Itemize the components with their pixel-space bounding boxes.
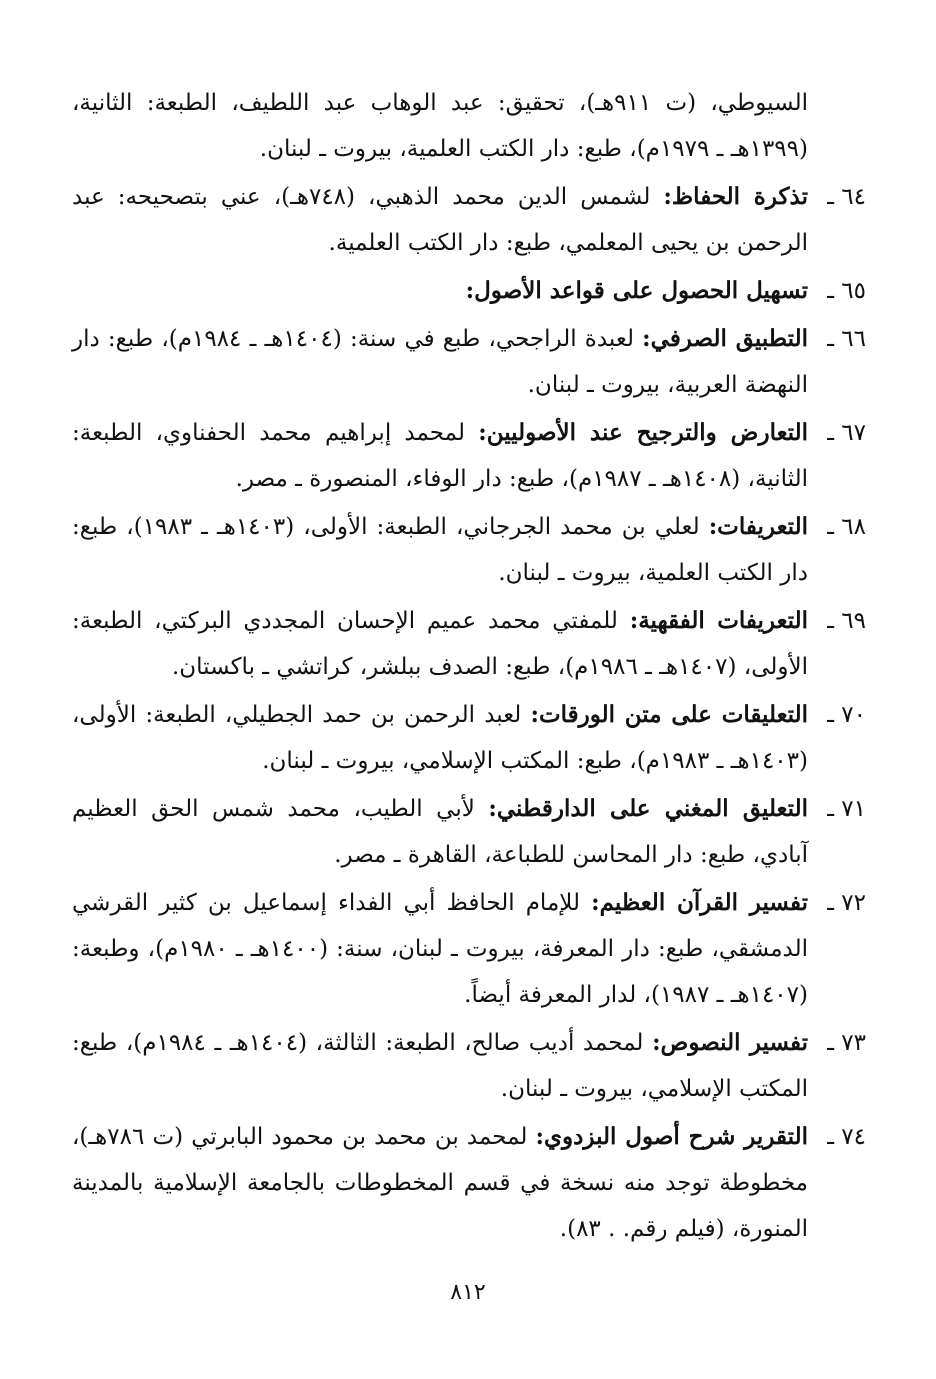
entry-67 [72, 410, 866, 502]
entry-body: لعلي بن محمد الجرجاني، الطبعة: الأولى، (١٤٠٣هـ ـ ١٩٨٣)، طبع: دار الكتب العلمية، بيروت ـ لبنان. [72, 514, 808, 586]
entry-title: التعليق المغني على الدارقطني: [488, 795, 808, 822]
entry-number: ٦٥ ـ [827, 278, 866, 304]
entry-body: لمحمد أديب صالح، الطبعة: الثالثة، (١٤٠٤هـ ـ ١٩٨٤م)، طبع: المكتب الإسلامي، بيروت ـ لبنان. [72, 1030, 808, 1102]
entry-number: ٧١ ـ [827, 796, 866, 822]
page-number: ٨١٢ [450, 1280, 486, 1305]
entry-72 [72, 880, 866, 1018]
entry-68 [72, 504, 866, 596]
entry-71 [72, 786, 866, 878]
entry-body: لشمس الدين محمد الذهبي، (٧٤٨هـ)، عني بتصحيحه: عبد الرحمن بن يحيى المعلمي، طبع: دار الكتب العلمية. [72, 184, 808, 256]
entry-65 [72, 268, 866, 314]
entry-number: ٧٠ ـ [827, 702, 866, 728]
bibliography-page [72, 80, 866, 1254]
entry-body: لمحمد بن محمد بن محمود البابرتي (ت ٧٨٦هـ)، مخطوطة توجد منه نسخة في قسم المخطوطات بالجامعة الإسلامية بالمدينة المنورة، (فيلم رقم. . ٨٣). [72, 1124, 808, 1242]
entry-64 [72, 174, 866, 266]
entry-number: ٦٧ ـ [827, 420, 866, 446]
entry-title: التعريفات: [708, 513, 808, 540]
entry-74 [72, 1114, 866, 1252]
entry-number: ٦٨ ـ [827, 514, 866, 540]
entry-number: ٦٦ ـ [827, 326, 866, 352]
entry-number: ٦٤ ـ [827, 184, 866, 210]
entry-title: تفسير النصوص: [652, 1029, 809, 1056]
entry-title: تفسير القرآن العظيم: [591, 889, 808, 916]
entry-body: للإمام الحافظ أبي الفداء إسماعيل بن كثير القرشي الدمشقي، طبع: دار المعرفة، بيروت ـ لبنان، سنة: (١٤٠٠هـ ـ ١٩٨٠م)، وطبعة: (١٤٠٧هـ ـ ١٩٨٧)، لدار المعرفة أيضاً. [72, 890, 808, 1008]
entry-body: لمحمد إبراهيم محمد الحفناوي، الطبعة: الثانية، (١٤٠٨هـ ـ ١٩٨٧م)، طبع: دار الوفاء، المنصورة ـ مصر. [72, 420, 808, 492]
entry-title: التعليقات على متن الورقات: [530, 701, 809, 728]
entry-73 [72, 1020, 866, 1112]
entry-70 [72, 692, 866, 784]
entry-body: للمفتي محمد عميم الإحسان المجددي البركتي، الطبعة: الأولى، (١٤٠٧هـ ـ ١٩٨٦م)، طبع: الصدف ببلشر، كراتشي ـ باكستان. [72, 608, 808, 680]
entry-title: التعارض والترجيح عند الأصوليين: [478, 419, 809, 446]
entry-number: ٧٤ ـ [827, 1124, 866, 1150]
entry-66 [72, 316, 866, 408]
entry-number: ٧٣ ـ [827, 1030, 866, 1056]
entry-body: لأبي الطيب، محمد شمس الحق العظيم آبادي، طبع: دار المحاسن للطباعة، القاهرة ـ مصر. [72, 796, 808, 868]
entry-title: التقرير شرح أصول البزدوي: [535, 1123, 808, 1150]
entry-number: ٧٢ ـ [827, 890, 866, 916]
entry-title: تسهيل الحصول على قواعد الأصول: [465, 277, 808, 304]
entry-title: التطبيق الصرفي: [642, 325, 808, 352]
entry-title: تذكرة الحفاظ: [663, 183, 808, 210]
entry-number: ٦٩ ـ [827, 608, 866, 634]
entry-body: لعبد الرحمن بن حمد الجطيلي، الطبعة: الأولى، (١٤٠٣هـ ـ ١٩٨٣م)، طبع: المكتب الإسلامي، بيروت ـ لبنان. [72, 702, 808, 774]
entry-69 [72, 598, 866, 690]
continuation-text: السيوطي، (ت ٩١١هـ)، تحقيق: عبد الوهاب عبد اللطيف، الطبعة: الثانية، (١٣٩٩هـ ـ ١٩٧٩م)، طبع: دار الكتب العلمية، بيروت ـ لبنان. [72, 90, 808, 162]
entry-title: التعريفات الفقهية: [629, 607, 809, 634]
entry-body: لعبدة الراجحي، طبع في سنة: (١٤٠٤هـ ـ ١٩٨٤م)، طبع: دار النهضة العربية، بيروت ـ لبنان. [72, 326, 808, 398]
continuation-entry [72, 80, 866, 172]
